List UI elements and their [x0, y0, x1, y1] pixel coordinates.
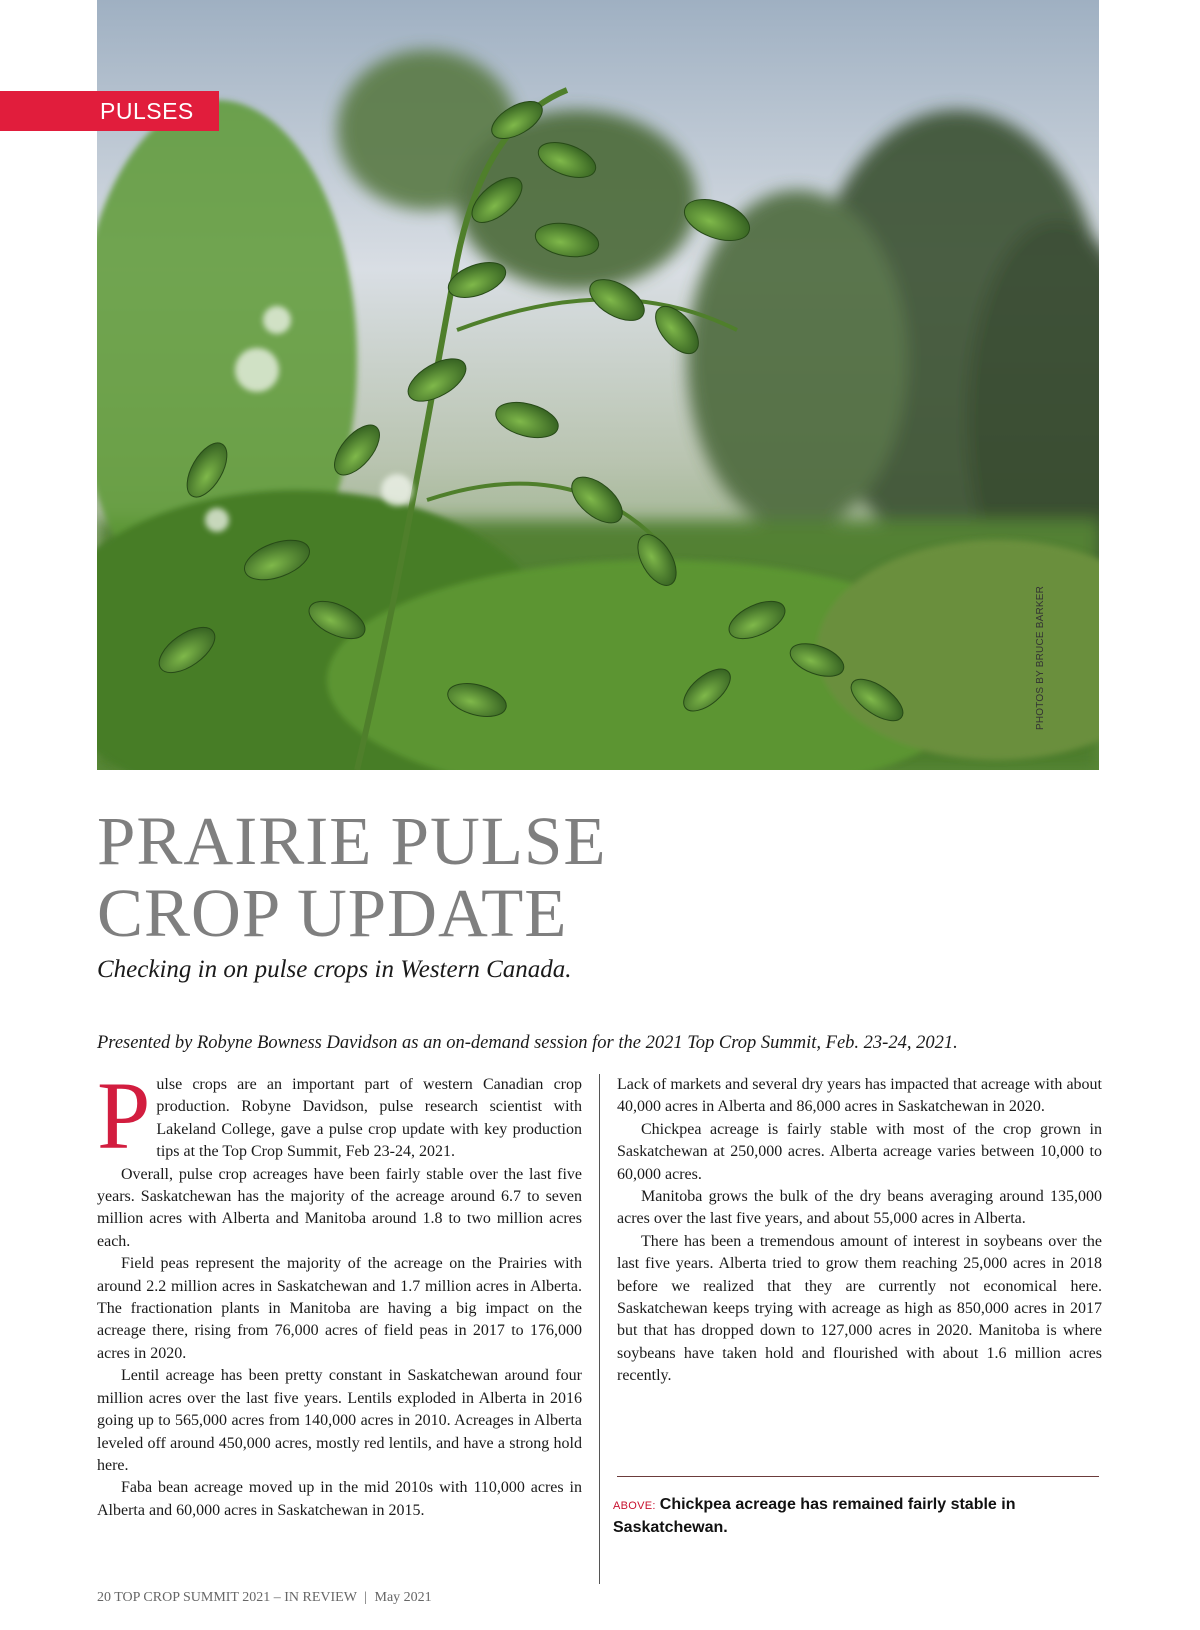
caption-rule: [617, 1476, 1099, 1477]
title-line-1: PRAIRIE PULSE: [97, 803, 607, 879]
paragraph-text: ulse crops are an important part of western Canadian crop production. Robyne Davidson, pulse research scientist with Lakeland College, gave a pulse crop update with key production tips at the Top Crop Summit, Feb 23-24, 2021.: [156, 1076, 582, 1161]
body-paragraph: [97, 1062, 582, 1169]
footer-separator: |: [364, 1590, 367, 1605]
chickpea-plants-photo-icon: [97, 0, 1099, 770]
body-paragraph: Overall, pulse crop acreages have been fairly stable over the last five years. Saskatchewan has the majority of the acreage around 6.7 to seven million acres with Alberta and Manitoba around 1.8 to two million acres each.: [97, 1165, 582, 1250]
article-column-left: [97, 1062, 582, 1522]
caption-text: Chickpea acreage has remained fairly stable in Saskatchewan.: [613, 1496, 1016, 1536]
column-divider: [599, 1074, 600, 1584]
drop-cap: P: [97, 1062, 151, 1169]
title-line-2: CROP UPDATE: [97, 875, 568, 951]
body-paragraph: Chickpea acreage is fairly stable with most of the crop grown in Saskatchewan at 250,000 acres. Alberta acreage varies between 10,000 to 60,000 acres.: [617, 1120, 1102, 1183]
hero-photo: [97, 0, 1099, 770]
body-paragraph: Field peas represent the majority of the acreage on the Prairies with around 2.2 million acres in Saskatchewan and 1.7 million acres in Alberta. The fractionation plants in Manitoba are having a big impact on the acreage there, rising from 76,000 acres of field peas in 2017 to 176,000 acres in 2020.: [97, 1255, 582, 1362]
page-title: [97, 805, 997, 949]
section-tag: PULSES: [0, 91, 219, 131]
presenter-line: Presented by Robyne Bowness Davidson as an on-demand session for the 2021 Top Crop Summit, Feb. 23-24, 2021.: [97, 1033, 958, 1053]
caption-label: ABOVE:: [613, 1500, 656, 1512]
publication-name: TOP CROP SUMMIT 2021 – IN REVIEW: [114, 1590, 357, 1605]
body-paragraph: There has been a tremendous amount of interest in soybeans over the last five years. Alberta tried to grow them reaching 25,000 acres in 2018 before we realized that they are currently not economical here. Saskatchewan keeps trying with acreage as high as 850,000 acres in 2017 but that has dropped down to 127,000 acres in 2020. Manitoba is where soybeans have taken hold and flourished with about 1.6 million acres recently.: [617, 1232, 1102, 1385]
body-paragraph: Lack of markets and several dry years has impacted that acreage with about 40,000 acres in Alberta and 86,000 acres in Saskatchewan in 2020.: [617, 1076, 1102, 1116]
page-number: 20: [97, 1590, 111, 1605]
body-paragraph: Lentil acreage has been pretty constant in Saskatchewan around four million acres over the last five years. Lentils exploded in Alberta in 2016 going up to 565,000 acres from 140,000 acres in 2010. Acreages in Alberta leveled off around 450,000 acres, mostly red lentils, and have a strong hold here.: [97, 1367, 582, 1474]
body-paragraph: Manitoba grows the bulk of the dry beans averaging around 135,000 acres over the last five years, and about 55,000 acres in Alberta.: [617, 1188, 1102, 1228]
body-paragraph: Faba bean acreage moved up in the mid 2010s with 110,000 acres in Alberta and 60,000 acres in Saskatchewan in 2015.: [97, 1479, 582, 1519]
subtitle: Checking in on pulse crops in Western Canada.: [97, 956, 572, 983]
photo-caption: [613, 1494, 1093, 1538]
page-footer: [97, 1590, 432, 1606]
photo-credit: PHOTOS BY BRUCE BARKER: [1035, 585, 1046, 730]
issue-date: May 2021: [374, 1590, 432, 1605]
article-column-right: [617, 1074, 1102, 1388]
